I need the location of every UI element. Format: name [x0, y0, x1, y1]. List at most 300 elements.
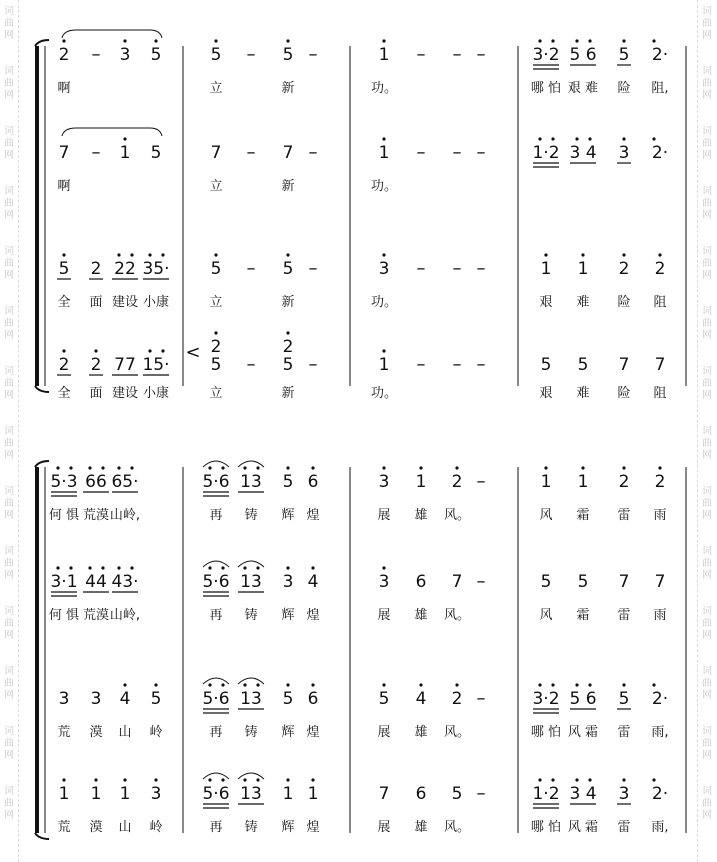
high-octave-dot — [286, 39, 289, 42]
high-octave-dot — [419, 683, 422, 686]
lyric: 哪 怕 — [530, 820, 562, 835]
high-octave-dot — [286, 566, 289, 569]
high-octave-dot — [382, 349, 385, 352]
lyric: 难 — [576, 386, 590, 401]
high-octave-dot — [256, 778, 259, 781]
high-octave-dot — [658, 466, 661, 469]
high-octave-dot — [94, 778, 97, 781]
high-octave-dot — [221, 683, 224, 686]
note: 77 — [114, 355, 136, 375]
high-octave-dot — [575, 39, 578, 42]
high-octave-dot — [538, 683, 541, 686]
note: 6 — [307, 472, 319, 492]
watermark-char: 曲 — [4, 798, 14, 809]
high-octave-dot — [123, 137, 126, 140]
note: 2· — [651, 689, 669, 709]
lyric: 险 — [617, 81, 631, 96]
lyric: 雨, — [651, 820, 669, 835]
note: 3 4 — [569, 784, 597, 804]
lyric: 铸 — [244, 508, 258, 523]
high-octave-dot — [286, 331, 289, 334]
slur — [238, 678, 264, 684]
high-octave-dot — [538, 778, 541, 781]
note: 22 — [114, 259, 136, 279]
lyric: 新 — [281, 81, 295, 96]
high-octave-dot — [544, 253, 547, 256]
lyric: 岭 — [149, 820, 163, 835]
slur — [203, 773, 229, 779]
bracket-hook-bottom — [35, 833, 49, 839]
note: 1 — [540, 259, 552, 279]
note: 1·2 — [532, 784, 560, 804]
note: 5 — [150, 143, 162, 163]
high-octave-dot — [256, 566, 259, 569]
high-octave-dot — [62, 778, 65, 781]
note: 1 — [378, 143, 390, 163]
note: 5 — [282, 259, 294, 279]
watermark-char: 词 — [4, 306, 14, 317]
lyric: 新 — [281, 179, 295, 194]
watermark-char: 词 — [702, 186, 712, 197]
high-octave-dot — [208, 466, 211, 469]
lyric: 雨, — [651, 725, 669, 740]
note: 1 — [378, 45, 390, 65]
watermark-char: 网 — [4, 810, 14, 821]
watermark-char: 网 — [702, 570, 712, 581]
lyric: 何 惧 — [48, 508, 80, 523]
high-octave-dot — [148, 253, 151, 256]
watermark-char: 曲 — [4, 138, 14, 149]
lyric: 山 — [118, 820, 132, 835]
lyric: 阻 — [653, 386, 667, 401]
note: 3·1 — [50, 572, 78, 592]
lyric: 荒 — [57, 725, 71, 740]
sustain-dash: – — [246, 142, 256, 163]
lyric: 漠 — [89, 725, 103, 740]
note: 7 — [282, 143, 294, 163]
note: 2 — [451, 689, 463, 709]
note: 5 — [282, 689, 294, 709]
lyric: 何 惧 — [48, 608, 80, 623]
watermark-char: 网 — [702, 810, 712, 821]
sustain-dash: – — [476, 354, 486, 375]
note: 7 — [210, 143, 222, 163]
watermark-char: 网 — [702, 30, 712, 41]
high-octave-dot — [538, 39, 541, 42]
high-octave-dot — [243, 683, 246, 686]
note: 66 — [85, 472, 107, 492]
lyric: 雄 — [414, 820, 428, 835]
lyric: 煌 — [306, 820, 320, 835]
lyric: 阻 — [653, 295, 667, 310]
note: 7 — [451, 572, 463, 592]
lyric: 铸 — [244, 725, 258, 740]
note: 5 — [282, 472, 294, 492]
lyric: 展 — [377, 608, 391, 623]
note: 3 — [378, 572, 390, 592]
lyric: 风 — [539, 608, 553, 623]
divisi-note: 2 — [210, 337, 222, 357]
watermark-char: 曲 — [702, 318, 712, 329]
high-octave-dot — [551, 683, 554, 686]
note: 1 — [577, 472, 589, 492]
lyric: 霜 — [576, 608, 590, 623]
note: 5 — [58, 259, 70, 279]
high-octave-dot — [581, 466, 584, 469]
lyric: 霜 — [576, 508, 590, 523]
lyric: 面 — [89, 295, 103, 310]
note: 1 — [282, 784, 294, 804]
lyric: 建设 — [111, 386, 139, 401]
note: 13 — [240, 472, 262, 492]
slur — [203, 678, 229, 684]
slur — [203, 561, 229, 567]
note: 5·6 — [202, 784, 230, 804]
lyric: 煌 — [306, 508, 320, 523]
lyric: 辉 — [281, 725, 295, 740]
sustain-dash: – — [416, 354, 426, 375]
high-octave-dot — [154, 778, 157, 781]
note: 43· — [111, 572, 139, 592]
lyric: 雷 — [617, 820, 631, 835]
note: 3 — [618, 784, 630, 804]
high-octave-dot — [286, 466, 289, 469]
note: 1 — [119, 143, 131, 163]
note: 3 — [618, 143, 630, 163]
bracket-hook-top — [35, 461, 49, 467]
lyric: 煌 — [306, 608, 320, 623]
high-octave-dot — [652, 137, 655, 140]
lyric: 山 — [118, 725, 132, 740]
sustain-dash: – — [452, 142, 462, 163]
lyric: 风 霜 — [567, 820, 599, 835]
lyric: 哪 怕 — [530, 81, 562, 96]
note: 5 — [577, 572, 589, 592]
watermark-char: 词 — [4, 486, 14, 497]
high-octave-dot — [311, 778, 314, 781]
high-octave-dot — [575, 683, 578, 686]
high-octave-dot — [581, 253, 584, 256]
bracket-hook-bottom — [35, 386, 49, 392]
high-octave-dot — [622, 39, 625, 42]
watermark-char: 曲 — [4, 618, 14, 629]
lyric: 功。 — [370, 386, 398, 401]
watermark-char: 网 — [4, 210, 14, 221]
note: 1 — [119, 784, 131, 804]
lyric: 铸 — [244, 820, 258, 835]
watermark-char: 网 — [4, 450, 14, 461]
watermark-char: 网 — [4, 690, 14, 701]
lyric: 建设 — [111, 295, 139, 310]
watermark-char: 曲 — [4, 198, 14, 209]
high-octave-dot — [588, 137, 591, 140]
lyric: 雨 — [653, 508, 667, 523]
high-octave-dot — [101, 566, 104, 569]
slur — [238, 461, 264, 467]
watermark-char: 词 — [4, 786, 14, 797]
lyric: 雄 — [414, 725, 428, 740]
watermark-char: 词 — [702, 66, 712, 77]
watermark-char: 曲 — [702, 498, 712, 509]
note: 4 — [119, 689, 131, 709]
watermark-char: 网 — [702, 330, 712, 341]
note: 5·6 — [202, 689, 230, 709]
note: 1 — [58, 784, 70, 804]
high-octave-dot — [622, 137, 625, 140]
note: 5 6 — [569, 689, 597, 709]
watermark-char: 词 — [4, 66, 14, 77]
note: 5 6 — [569, 45, 597, 65]
high-octave-dot — [538, 137, 541, 140]
sustain-dash: – — [476, 258, 486, 279]
high-octave-dot — [256, 466, 259, 469]
watermark-char: 词 — [702, 306, 712, 317]
sustain-dash: – — [476, 142, 486, 163]
note: 1 — [90, 784, 102, 804]
high-octave-dot — [154, 39, 157, 42]
high-octave-dot — [588, 778, 591, 781]
high-octave-dot — [117, 253, 120, 256]
high-octave-dot — [69, 566, 72, 569]
note: 5 — [210, 259, 222, 279]
watermark-char: 网 — [4, 30, 14, 41]
watermark-char: 曲 — [4, 78, 14, 89]
watermark-char: 网 — [4, 570, 14, 581]
high-octave-dot — [88, 566, 91, 569]
high-octave-dot — [123, 683, 126, 686]
note: 13 — [240, 572, 262, 592]
note: 2· — [651, 784, 669, 804]
lyric: 全 — [57, 295, 71, 310]
watermark-char: 词 — [702, 666, 712, 677]
high-octave-dot — [382, 253, 385, 256]
high-octave-dot — [208, 683, 211, 686]
system-bracket — [35, 46, 39, 386]
watermark-char: 词 — [4, 126, 14, 137]
note: 4 — [415, 689, 427, 709]
slur — [203, 461, 229, 467]
note: 1 — [540, 472, 552, 492]
high-octave-dot — [123, 39, 126, 42]
lyric: 全 — [57, 386, 71, 401]
sustain-dash: – — [91, 142, 101, 163]
high-octave-dot — [130, 466, 133, 469]
lyric: 再 — [209, 508, 223, 523]
high-octave-dot — [311, 566, 314, 569]
sustain-dash: – — [476, 571, 486, 592]
note: 5 — [150, 45, 162, 65]
high-octave-dot — [130, 566, 133, 569]
watermark-char: 词 — [702, 606, 712, 617]
high-octave-dot — [117, 466, 120, 469]
lyric: 展 — [377, 508, 391, 523]
lyric: 立 — [209, 179, 223, 194]
note: 1 — [378, 355, 390, 375]
watermark-char: 曲 — [4, 738, 14, 749]
watermark-char: 网 — [702, 210, 712, 221]
high-octave-dot — [243, 466, 246, 469]
sustain-dash: – — [476, 471, 486, 492]
watermark-char: 词 — [702, 546, 712, 557]
sustain-dash: – — [416, 44, 426, 65]
watermark-char: 网 — [702, 390, 712, 401]
lyric: 小康 — [142, 386, 170, 401]
watermark-char: 词 — [702, 246, 712, 257]
watermark-char: 曲 — [702, 438, 712, 449]
note: 1 — [415, 472, 427, 492]
lyric: 啊 — [57, 179, 71, 194]
note: 3 — [378, 259, 390, 279]
high-octave-dot — [622, 253, 625, 256]
high-octave-dot — [622, 778, 625, 781]
high-octave-dot — [221, 566, 224, 569]
watermark-char: 曲 — [702, 198, 712, 209]
watermark-char: 词 — [4, 186, 14, 197]
lyric: 雄 — [414, 608, 428, 623]
sustain-dash: – — [452, 44, 462, 65]
note: 2· — [651, 45, 669, 65]
note: 35· — [142, 259, 170, 279]
note: 5 — [540, 572, 552, 592]
note: 2 — [451, 472, 463, 492]
note: 2 — [90, 259, 102, 279]
note: 6 — [415, 572, 427, 592]
note: 3 — [150, 784, 162, 804]
lyric: 展 — [377, 725, 391, 740]
note: 3 4 — [569, 143, 597, 163]
lyric: 雨 — [653, 608, 667, 623]
note: 5 — [451, 784, 463, 804]
high-octave-dot — [311, 466, 314, 469]
note: 1·2 — [532, 143, 560, 163]
sustain-dash: – — [91, 44, 101, 65]
lyric: 风 — [539, 508, 553, 523]
lyric: 雷 — [617, 608, 631, 623]
high-octave-dot — [161, 349, 164, 352]
slur — [238, 561, 264, 567]
high-octave-dot — [382, 466, 385, 469]
high-octave-dot — [311, 683, 314, 686]
watermark-char: 曲 — [702, 378, 712, 389]
slur — [62, 128, 162, 136]
note: 5 — [210, 355, 222, 375]
lyric: 风。 — [443, 820, 471, 835]
high-octave-dot — [161, 253, 164, 256]
note: 3 — [58, 689, 70, 709]
lyric: 艰 难 — [567, 81, 599, 96]
note: 13 — [240, 689, 262, 709]
note: 5 — [282, 355, 294, 375]
watermark-char: 曲 — [4, 498, 14, 509]
high-octave-dot — [62, 39, 65, 42]
lyric: 辉 — [281, 508, 295, 523]
high-octave-dot — [256, 683, 259, 686]
watermark-char: 网 — [702, 150, 712, 161]
high-octave-dot — [88, 466, 91, 469]
high-octave-dot — [123, 778, 126, 781]
lyric: 风。 — [443, 725, 471, 740]
high-octave-dot — [382, 39, 385, 42]
lyric: 立 — [209, 295, 223, 310]
sustain-dash: – — [476, 783, 486, 804]
watermark-char: 网 — [702, 90, 712, 101]
lyric: 哪 怕 — [530, 725, 562, 740]
lyric: 再 — [209, 608, 223, 623]
high-octave-dot — [286, 253, 289, 256]
high-octave-dot — [208, 778, 211, 781]
high-octave-dot — [622, 683, 625, 686]
lyric: 岭 — [149, 725, 163, 740]
sustain-dash: – — [308, 258, 318, 279]
note: 2 — [58, 355, 70, 375]
high-octave-dot — [551, 39, 554, 42]
high-octave-dot — [551, 137, 554, 140]
lyric: 立 — [209, 81, 223, 96]
note: 2 — [618, 472, 630, 492]
lyric: 雄 — [414, 508, 428, 523]
watermark-char: 词 — [4, 606, 14, 617]
lyric: 新 — [281, 295, 295, 310]
high-octave-dot — [286, 683, 289, 686]
lyric: 风。 — [443, 608, 471, 623]
lyric: 雷 — [617, 508, 631, 523]
high-octave-dot — [69, 466, 72, 469]
note: 3 — [119, 45, 131, 65]
note: 7 — [378, 784, 390, 804]
high-octave-dot — [658, 253, 661, 256]
sustain-dash: – — [246, 44, 256, 65]
sustain-dash: – — [476, 44, 486, 65]
high-octave-dot — [214, 331, 217, 334]
note: 7 — [618, 355, 630, 375]
watermark-char: 曲 — [702, 78, 712, 89]
lyric: 雷 — [617, 725, 631, 740]
lyric: 啊 — [57, 81, 71, 96]
note: 3·2 — [532, 689, 560, 709]
watermark-char: 曲 — [4, 558, 14, 569]
slur — [238, 773, 264, 779]
watermark-char: 网 — [702, 750, 712, 761]
note: 2 — [654, 472, 666, 492]
high-octave-dot — [117, 566, 120, 569]
note: 7 — [654, 355, 666, 375]
high-octave-dot — [575, 778, 578, 781]
note: 3 — [378, 472, 390, 492]
watermark-char: 曲 — [4, 318, 14, 329]
high-octave-dot — [588, 39, 591, 42]
high-octave-dot — [94, 349, 97, 352]
note: 5·3 — [50, 472, 78, 492]
lyric: 再 — [209, 725, 223, 740]
divisi-note: 2 — [282, 337, 294, 357]
high-octave-dot — [455, 683, 458, 686]
note: 3 — [282, 572, 294, 592]
lyric: 辉 — [281, 820, 295, 835]
watermark-char: 词 — [702, 426, 712, 437]
watermark-char: 曲 — [702, 138, 712, 149]
note: 5·6 — [202, 572, 230, 592]
watermark-char: 网 — [702, 450, 712, 461]
watermark-char: 网 — [702, 690, 712, 701]
high-octave-dot — [286, 778, 289, 781]
watermark-char: 网 — [4, 90, 14, 101]
note: 13 — [240, 784, 262, 804]
note: 5 — [618, 45, 630, 65]
lyric: 风。 — [443, 508, 471, 523]
high-octave-dot — [214, 253, 217, 256]
high-octave-dot — [622, 466, 625, 469]
high-octave-dot — [130, 253, 133, 256]
